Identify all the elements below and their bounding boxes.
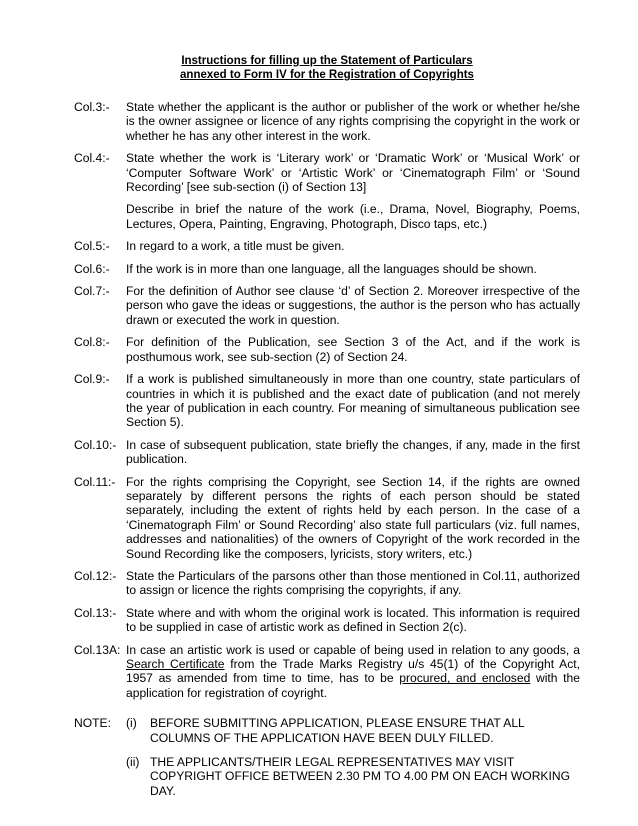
instruction-label: Col.5:- bbox=[74, 239, 110, 254]
instruction-col-11 bbox=[74, 475, 580, 561]
instruction-text: State whether the work is ‘Literary work’ or ‘Dramatic Work’ or ‘Musical Work’ or ‘Computer Software Work’ or ‘Artistic Work’ or ‘Cinematograph Film’ or ‘Sound Recording’ [see sub-section (i) of Section 13] bbox=[126, 151, 580, 195]
instruction-text bbox=[126, 643, 580, 701]
text-segment: with the application for registration of coyright. bbox=[126, 671, 580, 700]
instruction-col-13a bbox=[74, 643, 580, 701]
instruction-label: Col.4:- bbox=[74, 151, 110, 166]
instruction-text: State the Particulars of the parsons other than those mentioned in Col.11, authorized to assign or licence the rights comprising the copyrights, if any. bbox=[126, 568, 580, 598]
instruction-col-4 bbox=[74, 151, 580, 231]
instruction-label: Col.8:- bbox=[74, 335, 110, 350]
instruction-text: For the definition of Author see clause ‘d’ of Section 2. Moreover irrespective of the person who gave the ideas or suggestions, the author is the person who has actually drawn or executed the work in question. bbox=[126, 284, 580, 327]
instruction-text: In case of subsequent publication, state briefly the changes, if any, made in the first publication. bbox=[126, 437, 580, 467]
title-line-1: Instructions for filling up the Statement of Particulars bbox=[181, 55, 473, 67]
instruction-label: Col.13:- bbox=[74, 605, 117, 620]
note-text: THE APPLICANTS/THEIR LEGAL REPRESENTATIVES MAY VISIT COPYRIGHT OFFICE BETWEEN 2.30 PM TO 4.00 PM ON EACH WORKING DAY. bbox=[150, 755, 570, 798]
procured-enclosed-text: procured, and enclosed bbox=[399, 671, 531, 686]
instruction-label: Col.7:- bbox=[74, 284, 110, 299]
instruction-text: For definition of the Publication, see Section 3 of the Act, and if the work is posthumous work, see sub-section (2) of Section 24. bbox=[126, 335, 580, 364]
instruction-label: Col.12:- bbox=[74, 568, 117, 583]
instruction-col-8 bbox=[74, 335, 580, 364]
instruction-col-10 bbox=[74, 438, 580, 467]
title-line-2: annexed to Form IV for the Registration of Copyrights bbox=[180, 69, 474, 81]
instruction-col-5 bbox=[74, 239, 580, 253]
instruction-label: Col.11:- bbox=[74, 474, 116, 489]
note-label: NOTE: bbox=[74, 716, 111, 731]
instruction-col-12 bbox=[74, 569, 580, 598]
instruction-text: For the rights comprising the Copyright, see Section 14, if the rights are owned separately by different persons the rights of each person should be stated separately, including the extent of rights held by each person. In the case of a ‘Cinematograph Film’ or Sound Recording’ also state full particulars (viz. full names, addresses and nationalities) of the owners of Copyright of the work recorded in the Sound Recording like the composers, lyricists, story writers, etc.) bbox=[126, 474, 580, 561]
instruction-label: Col.9:- bbox=[74, 372, 110, 387]
instruction-label: Col.13A: bbox=[74, 642, 121, 657]
note-section bbox=[74, 716, 580, 808]
instruction-col-13 bbox=[74, 606, 580, 635]
instruction-col-3 bbox=[74, 100, 580, 143]
note-item bbox=[126, 716, 580, 745]
instruction-col-7 bbox=[74, 284, 580, 327]
search-certificate-text: Search Certificate bbox=[126, 657, 225, 671]
note-text: BEFORE SUBMITTING APPLICATION, PLEASE ENSURE THAT ALL COLUMNS OF THE APPLICATION HAVE BEEN DULY FILLED. bbox=[150, 716, 525, 745]
instruction-text: If the work is in more than one language, all the languages should be shown. bbox=[126, 261, 537, 276]
instruction-col-6 bbox=[74, 262, 580, 276]
instruction-text: If a work is published simultaneously in more than one country, state particulars of countries in which it is published and the exact date of publication (and not merely the year of publication in each country. For meaning of simultaneous publication see Section 5). bbox=[126, 372, 580, 430]
instruction-label: Col.3:- bbox=[74, 100, 110, 114]
instruction-text: State whether the applicant is the author or publisher of the work or whether he/she is the owner assignee or licence of any rights comprising the copyright in the work or whether he has any other interest in the work. bbox=[126, 100, 580, 143]
text-segment: from the Trade Marks Registry u/s 45(1) of the Copyright Act, 1957 as amended from time to time, has to be bbox=[126, 657, 580, 686]
instruction-label: Col.6:- bbox=[74, 261, 110, 276]
note-item bbox=[126, 755, 580, 798]
instruction-text-secondary: Describe in brief the nature of the work (i.e., Drama, Novel, Biography, Poems, Lectures, Opera, Painting, Engraving, Photograph, Disco taps, etc.) bbox=[126, 202, 580, 231]
document-title bbox=[74, 54, 580, 82]
instruction-label: Col.10:- bbox=[74, 437, 117, 452]
note-number: (ii) bbox=[126, 755, 140, 770]
instruction-text: State where and with whom the original work is located. This information is required to be supplied in case of artistic work as defined in Section 2(c). bbox=[126, 605, 580, 635]
instruction-text: In regard to a work, a title must be given. bbox=[126, 239, 345, 254]
note-number: (i) bbox=[126, 716, 137, 731]
instruction-col-9 bbox=[74, 372, 580, 430]
text-segment: In case an artistic work is used or capable of being used in relation to any goods, a bbox=[126, 642, 580, 657]
